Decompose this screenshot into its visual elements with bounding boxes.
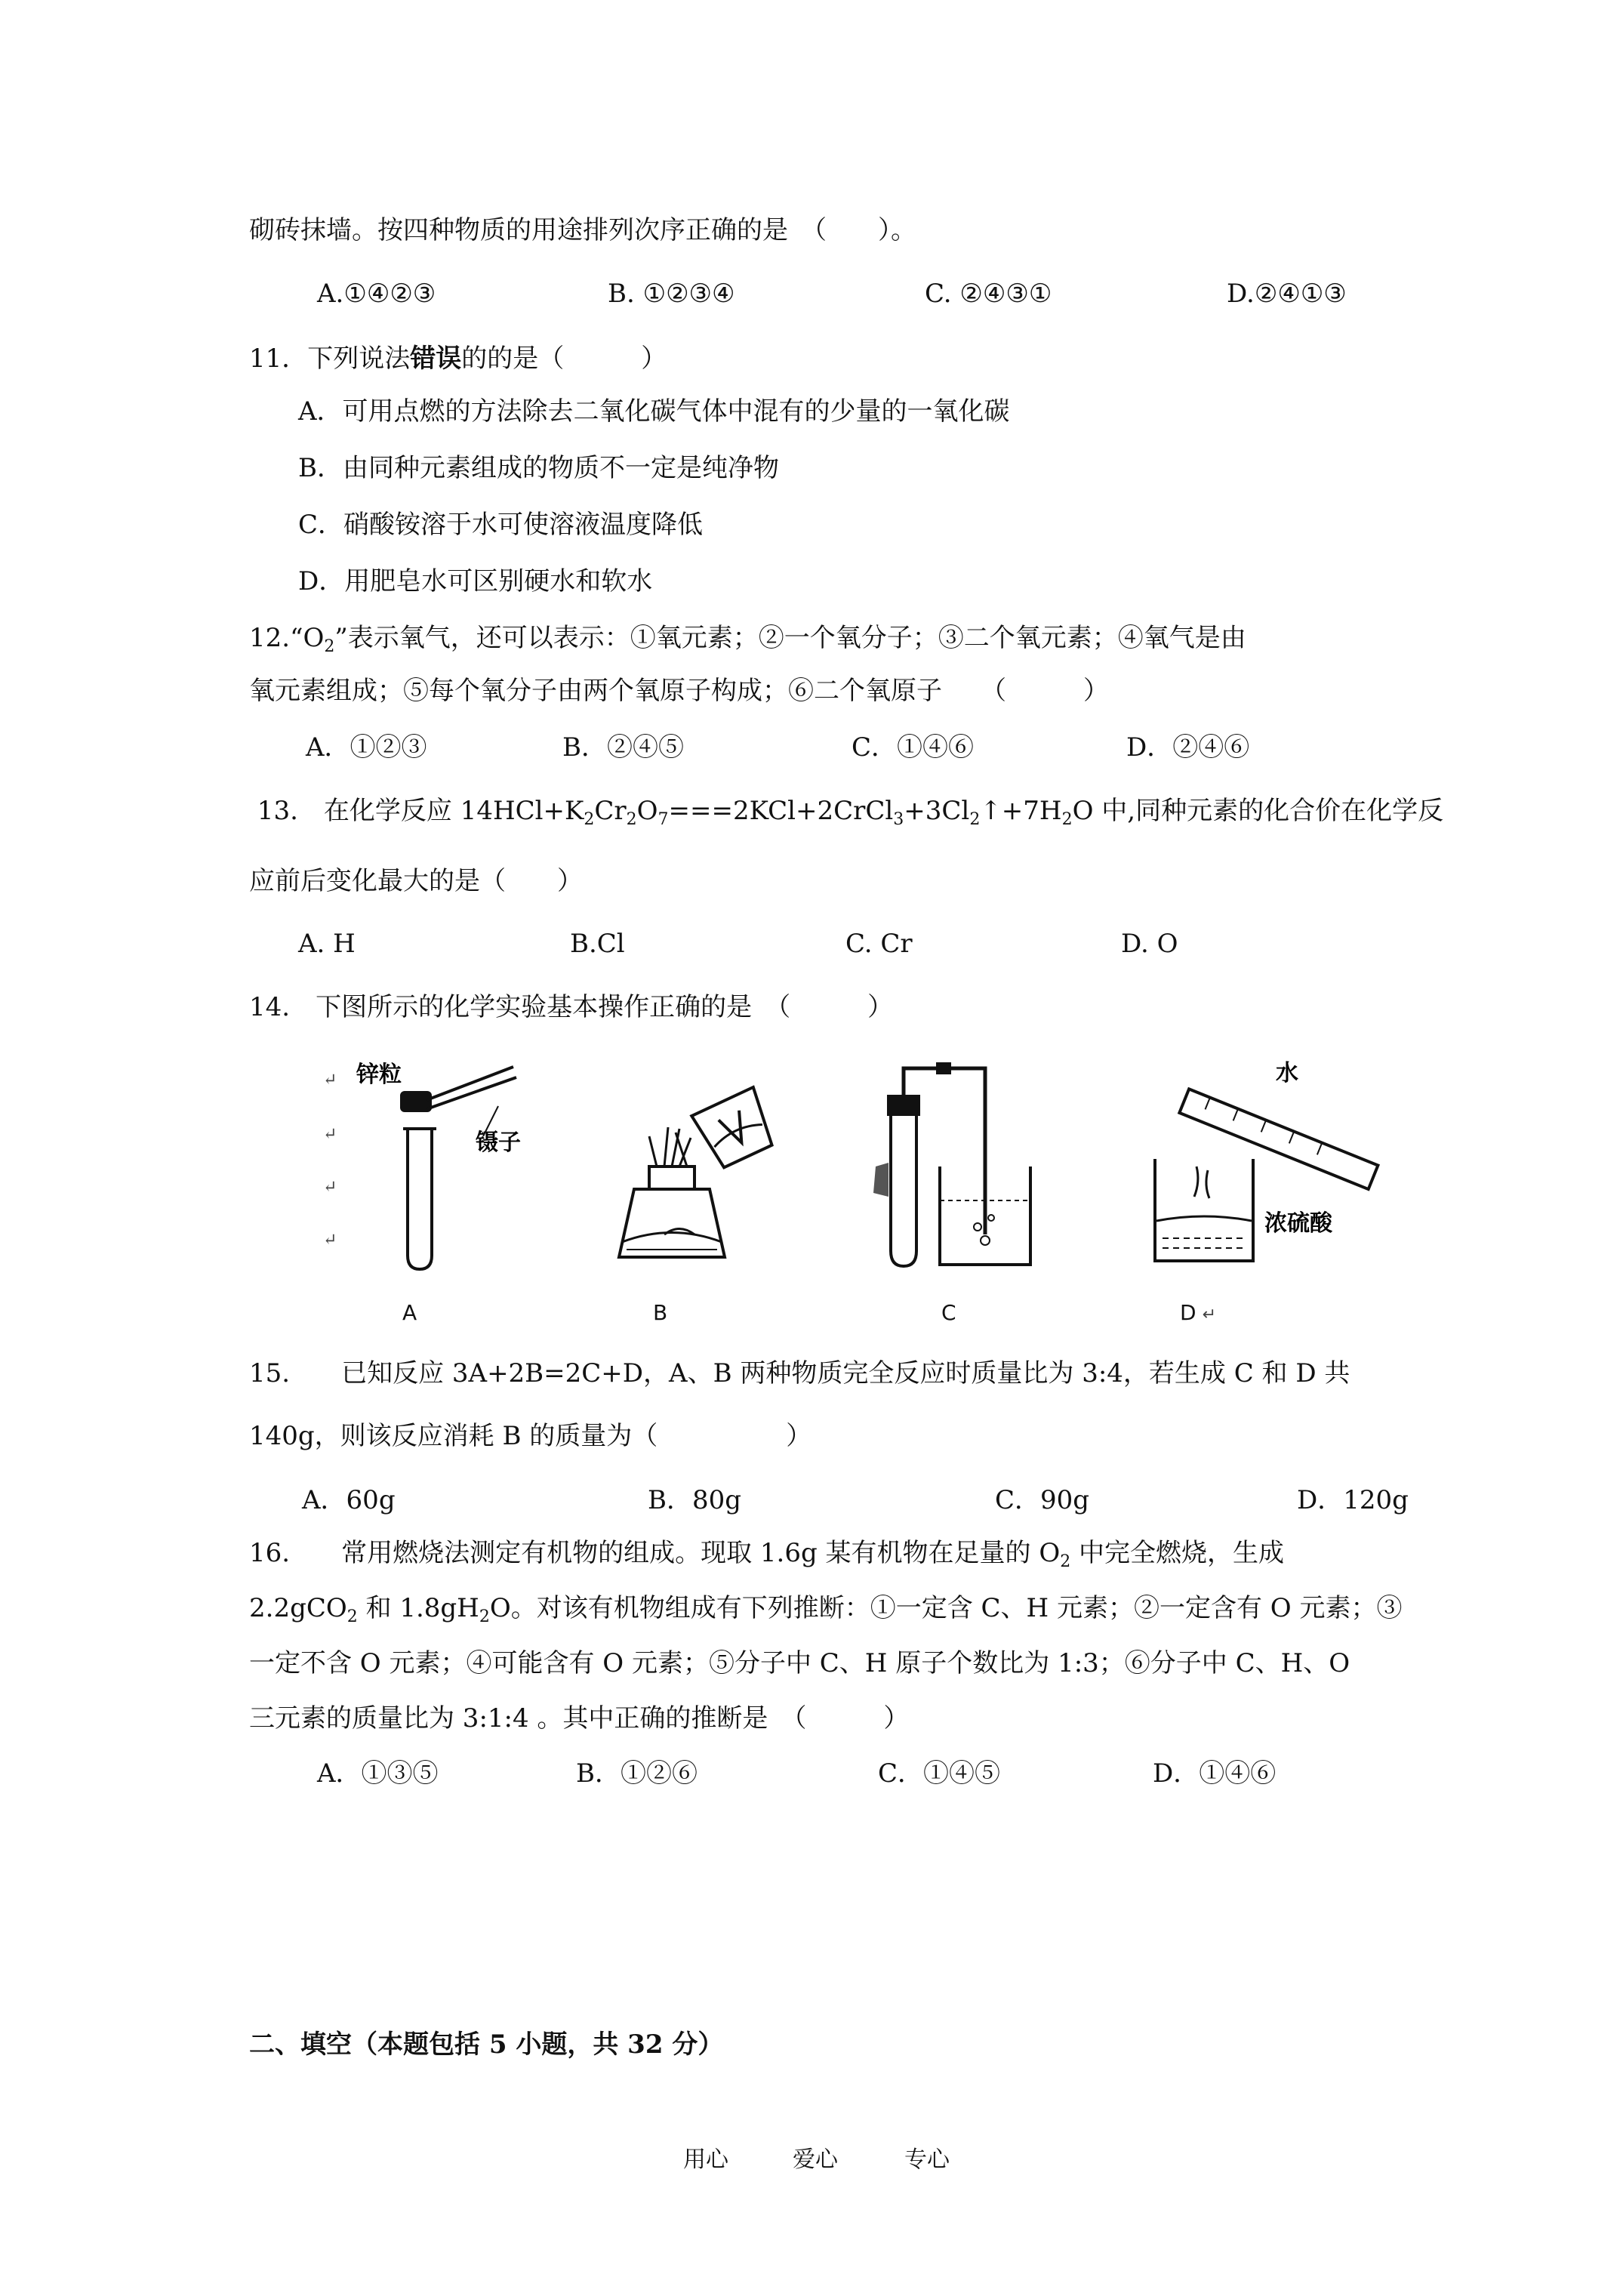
q11-option-d: D．用肥皂水可区别硬水和软水 — [298, 566, 653, 596]
q12-option-a: A．①②③ — [306, 732, 427, 763]
figure-a-caption: A — [402, 1300, 417, 1325]
footer-text-1: 用心 — [683, 2147, 728, 2173]
q16-option-b: B．①②⑥ — [576, 1758, 698, 1789]
q12-option-d: D．②④⑥ — [1126, 732, 1250, 763]
figure-a-zinc-into-test-tube — [347, 1053, 551, 1272]
q16-options — [0, 1757, 1623, 1923]
graduated-cylinder-icon — [1179, 1089, 1378, 1189]
footer-text-2: 爱心 — [793, 2147, 838, 2173]
tilted-lamp-icon — [691, 1087, 778, 1171]
acid-label: 浓硫酸 — [1264, 1210, 1332, 1237]
return-mark: ↵ — [323, 1071, 337, 1089]
q16-stem-line4: 三元素的质量比为 3:1:4 。其中正确的推断是 （ ） — [249, 1703, 910, 1734]
q16-stem-line1: 16. 常用燃烧法测定有机物的组成。现取 1.6g 某有机物在足量的 $O_2$ 中完全燃烧，生成 — [249, 1538, 1285, 1571]
q14-stem: 14. 下图所示的化学实验基本操作正确的是 （ ） — [249, 992, 894, 1022]
q13-option-c: C. Cr — [845, 929, 913, 959]
q16-option-a: A．①③⑤ — [317, 1758, 439, 1789]
q11-option-a: A．可用点燃的方法除去二氧化碳气体中混有的少量的一氧化碳 — [298, 396, 1010, 427]
q11-option-c: C．硝酸铵溶于水可使溶液温度降低 — [298, 510, 704, 540]
flame-icon — [649, 1127, 691, 1166]
q15-option-d: D．120g — [1297, 1485, 1409, 1515]
q15-option-a: A．60g — [302, 1485, 396, 1515]
q15-stem-line1: 15. 已知反应 3A+2B=2C+D，A、B 两种物质完全反应时质量比为 3:4，若生成 C 和 D 共 — [249, 1358, 1350, 1388]
beaker-icon — [1155, 1159, 1253, 1261]
q11-emphasis: 错误 — [410, 344, 462, 374]
alcohol-lamp-icon — [619, 1189, 725, 1257]
q13-option-b: B.Cl — [570, 929, 625, 959]
figure-b-caption: B — [653, 1300, 668, 1325]
q13-option-a: A. H — [298, 929, 356, 959]
q15-stem-line2: 140g，则该反应消耗 B 的质量为（ ） — [249, 1421, 812, 1451]
q10-option-c: C. ②④③① — [925, 279, 1052, 309]
q15-option-c: C．90g — [995, 1485, 1090, 1515]
q11-option-b: B．由同种元素组成的物质不一定是纯净物 — [298, 453, 779, 483]
test-tube-icon — [891, 1106, 916, 1266]
q16-stem-line3: 一定不含 O 元素；④可能含有 O 元素；⑤分子中 C、H 原子个数比为 1:3；⑥分子中 C、H、O — [249, 1648, 1350, 1678]
figure-c-airtightness-check — [864, 1053, 1061, 1280]
q12-stem-line1: $12.“O_2$”表示氧气，还可以表示：①氧元素；②一个氧分子；③二个氧元素；④氧气是由 — [249, 623, 1246, 656]
test-tube-icon — [408, 1129, 432, 1269]
q13-option-d: D. O — [1121, 929, 1178, 959]
water-label: 水 — [1276, 1060, 1298, 1086]
return-mark: ↵ — [323, 1178, 337, 1197]
q16-option-c: C．①④⑤ — [878, 1758, 1001, 1789]
zinc-label: 锌粒 — [356, 1062, 402, 1088]
q12-option-c: C．①④⑥ — [852, 732, 975, 763]
tweezers-label: 镊子 — [476, 1130, 521, 1156]
footer-text-3: 专心 — [904, 2147, 950, 2173]
q15-option-b: B．80g — [648, 1485, 742, 1515]
q10-stem-tail: 砌砖抹墙。按四种物质的用途排列次序正确的是 （ ）。 — [249, 215, 916, 245]
bubble-icon — [981, 1236, 990, 1245]
figure-c-caption: C — [941, 1300, 956, 1325]
q16-option-d: D．①④⑥ — [1153, 1758, 1277, 1789]
q13-stem-line2: 应前后变化最大的是（ ） — [249, 866, 583, 896]
q12-option-b: B．②④⑤ — [562, 732, 684, 763]
q10-option-b: B. ①②③④ — [608, 279, 735, 309]
q16-stem-line2: 2.2gCO$_2$ 和 $1.8gH_2O$。对该有机物组成有下列推断：①一定含 C、H 元素；②一定含有 O 元素；③ — [249, 1593, 1403, 1626]
stopper-icon — [887, 1095, 920, 1116]
section-heading: 二、填空（本题包括 5 小题，共 32 分） — [249, 2029, 724, 2060]
q11-stem: 11．下列说法错误的的是（ ） — [249, 344, 667, 374]
q10-option-d: D.②④①③ — [1227, 279, 1347, 309]
return-mark: ↵ — [323, 1125, 337, 1144]
q13-stem-line1: 13. 在化学反应 $14HCl+K_2Cr_2O_7===2KCl+2CrCl_3+3Cl_2↑+7H_2O$ 中,同种元素的化合价在化学反 — [249, 796, 1444, 829]
figure-d-diluting-sulfuric-acid — [1132, 1053, 1389, 1280]
return-mark: ↵ — [323, 1231, 337, 1250]
figure-b-lighting-alcohol-lamp — [604, 1053, 778, 1280]
hand-icon — [873, 1163, 888, 1197]
q10-option-a: A.①④②③ — [317, 279, 436, 309]
q12-stem-line2: 氧元素组成；⑤每个氧分子由两个氧原子构成；⑥二个氧原子 （ ） — [249, 676, 1109, 706]
figure-d-caption: D ↵ — [1180, 1300, 1216, 1325]
